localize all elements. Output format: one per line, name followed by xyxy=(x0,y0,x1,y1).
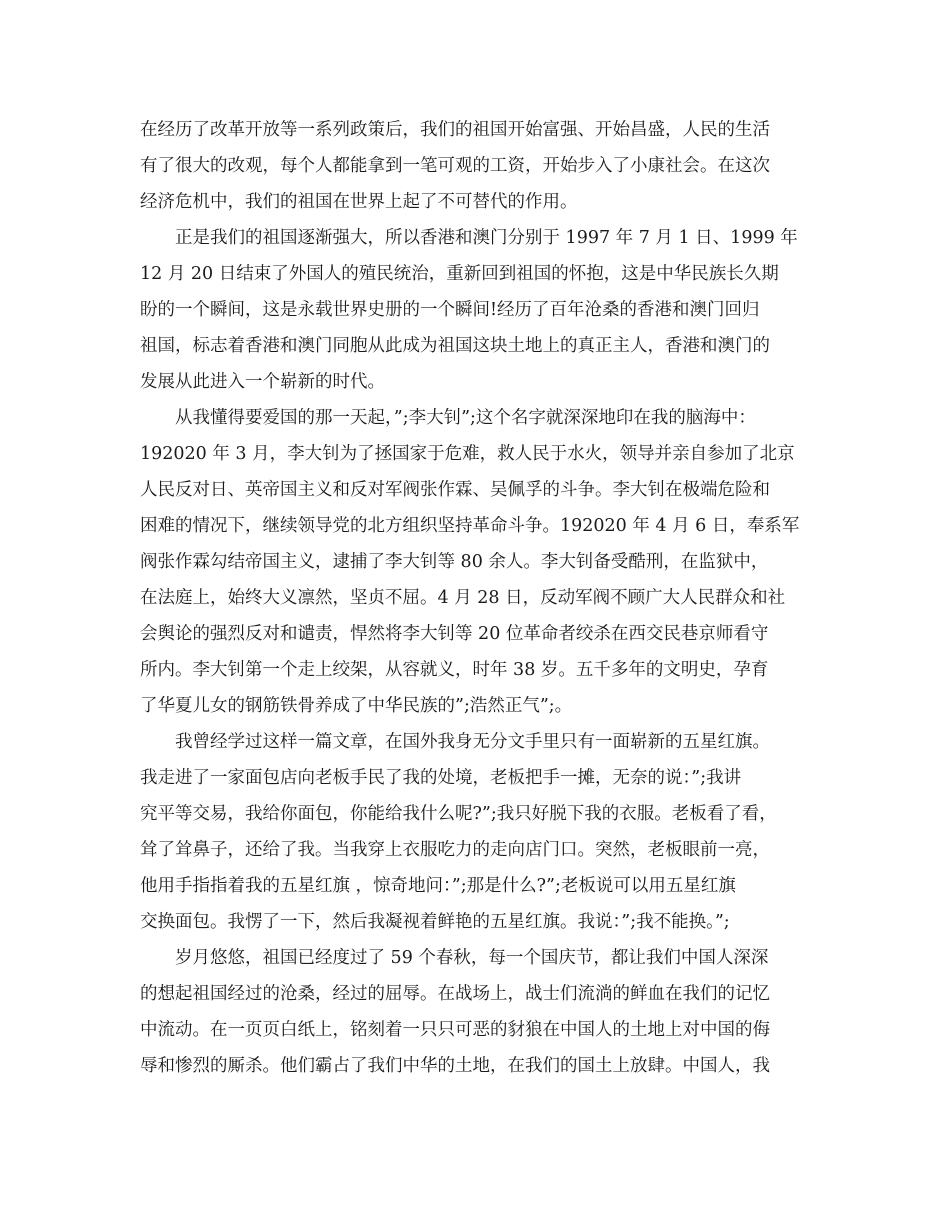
text-line: 12 月 20 日结束了外国人的殖民统治，重新回到祖国的怀抱，这是中华民族长久期 xyxy=(140,264,779,284)
text-line: 人民反对日、英帝国主义和反对军阀张作霖、吴佩孚的斗争。李大钊在极端危险和 xyxy=(140,480,770,500)
text-line: 盼的一个瞬间，这是永载世界史册的一个瞬间!经历了百年沧桑的香港和澳门回归 xyxy=(140,300,760,320)
text-line: 中流动。在一页页白纸上，铭刻着一只只可恶的豺狼在中国人的土地上对中国的侮 xyxy=(140,1020,770,1040)
text-line: 会舆论的强烈反对和谴责，悍然将李大钊等 20 位革命者绞杀在西交民巷京师看守 xyxy=(140,624,769,644)
text-line: 他用手指指着我的五星红旗 ，惊奇地问：”;那是什么?”;老板说可以用五星红旗 xyxy=(140,876,736,896)
paragraph-p5 xyxy=(140,940,824,1084)
text-line: 我走进了一家面包店向老板手民了我的处境，老板把手一摊，无奈的说：”;我讲 xyxy=(140,768,742,788)
text-line: 有了很大的改观，每个人都能拿到一笔可观的工资，开始步入了小康社会。在这次 xyxy=(140,156,770,176)
text-line: 交换面包。我愣了一下，然后我凝视着鲜艳的五星红旗。我说：”;我不能换。”; xyxy=(140,912,730,932)
text-line: 发展从此进入一个崭新的时代。 xyxy=(140,372,385,392)
text-line: 192020 年 3 月，李大钊为了拯国家于危难，救人民于水火，领导并亲自参加了北京 xyxy=(140,444,795,464)
text-line: 耸了耸鼻子，还给了我。当我穿上衣服吃力的走向店门口。突然，老板眼前一亮， xyxy=(140,840,770,860)
text-line: 正是我们的祖国逐渐强大，所以香港和澳门分别于 1997 年 7 月 1 日、1999 年 xyxy=(175,228,798,248)
text-line: 的想起祖国经过的沧桑，经过的屈辱。在战场上，战士们流淌的鲜血在我们的记忆 xyxy=(140,984,770,1004)
text-line: 阀张作霖勾结帝国主义，逮捕了李大钊等 80 余人。李大钊备受酷刑，在监狱中， xyxy=(140,552,769,572)
text-line: 所内。李大钊第一个走上绞架，从容就义，时年 38 岁。五千多年的文明史，孕育 xyxy=(140,660,769,680)
text-line: 究平等交易，我给你面包，你能给我什么呢?”;我只好脱下我的衣服。老板看了看， xyxy=(140,804,777,824)
paragraph-p4 xyxy=(140,724,824,940)
text-line: 我曾经学过这样一篇文章，在国外我身无分文手里只有一面崭新的五星红旗。 xyxy=(175,732,770,752)
text-line: 在经历了改革开放等一系列政策后，我们的祖国开始富强、开始昌盛，人民的生活 xyxy=(140,120,770,140)
text-line: 了华夏儿女的钢筋铁骨养成了中华民族的”;浩然正气”;。 xyxy=(140,696,573,716)
text-line: 从我懂得要爱国的那一天起，”;李大钊”;这个名字就深深地印在我的脑海中： xyxy=(175,408,756,428)
text-line: 经济危机中，我们的祖国在世界上起了不可替代的作用。 xyxy=(140,192,578,212)
text-line: 岁月悠悠，祖国已经度过了 59 个春秋，每一个国庆节，都让我们中国人深深 xyxy=(175,948,769,968)
paragraph-p3 xyxy=(140,400,824,724)
text-line: 在法庭上，始终大义凛然，坚贞不屈。4 月 28 日，反动军阀不顾广大人民群众和社 xyxy=(140,588,786,608)
document-body xyxy=(140,112,824,1084)
paragraph-p2 xyxy=(140,220,824,400)
text-line: 困难的情况下，继续领导党的北方组织坚持革命斗争。192020 年 4 月 6 日，奉系军 xyxy=(140,516,800,536)
text-line: 祖国，标志着香港和澳门同胞从此成为祖国这块土地上的真正主人，香港和澳门的 xyxy=(140,336,770,356)
text-line: 辱和惨烈的厮杀。他们霸占了我们中华的土地，在我们的国土上放肆。中国人，我 xyxy=(140,1056,770,1076)
paragraph-p1 xyxy=(140,112,824,220)
